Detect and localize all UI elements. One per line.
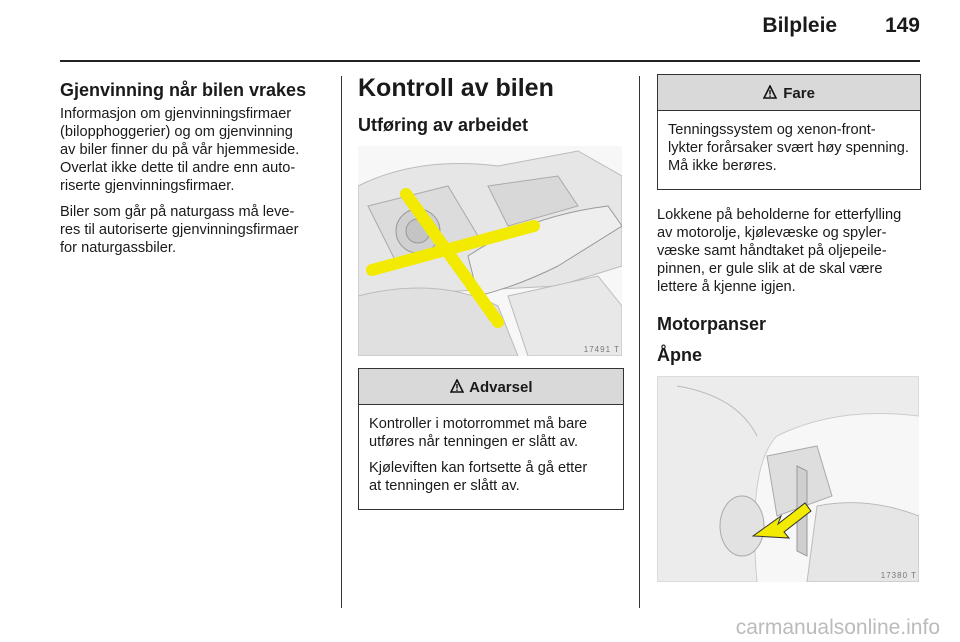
- danger-paragraph: [668, 121, 910, 175]
- hood-heading: Motorpanser: [657, 314, 767, 334]
- hood-release-illustration: [657, 376, 919, 582]
- recycling-paragraph-2: [60, 203, 330, 257]
- column-vehicle-check: [358, 74, 624, 510]
- text-line: væske samt håndtaket på oljepeile-: [657, 243, 887, 259]
- text-line: at tenningen er slått av.: [369, 478, 520, 494]
- figure-label: 17380 T: [880, 571, 917, 580]
- column-hood: [657, 74, 921, 582]
- warning-box: [358, 368, 624, 510]
- danger-box: [657, 74, 921, 190]
- recycling-paragraph-1: [60, 105, 330, 195]
- caps-paragraph: [657, 206, 921, 296]
- text-line: res til autoriserte gjenvinningsfirmaer: [60, 222, 299, 238]
- danger-title: Fare: [783, 85, 815, 102]
- text-line: Informasjon om gjenvinningsfirmaer: [60, 106, 292, 122]
- figure-label: 17491 T: [583, 345, 620, 354]
- page-number: 149: [884, 14, 920, 37]
- header-rule: [60, 60, 920, 62]
- text-line: Lokkene på beholderne for etterfylling: [657, 207, 902, 223]
- work-subtitle: Utføring av arbeidet: [358, 115, 529, 135]
- warning-body: [359, 405, 623, 509]
- warning-triangle-icon: [763, 85, 777, 99]
- text-line: Tenningssystem og xenon-front-: [668, 122, 876, 138]
- page-header: [762, 14, 920, 38]
- text-line: pinnen, er gule slik at de skal være: [657, 261, 883, 277]
- text-line: utføres når tenningen er slått av.: [369, 434, 579, 450]
- text-line: Kontroller i motorrommet må bare: [369, 416, 588, 432]
- recycling-heading: Gjenvinning når bilen vrakes: [60, 80, 307, 100]
- text-line: riserte gjenvinningsfirmaer.: [60, 178, 235, 194]
- danger-body: [658, 111, 920, 189]
- column-recycling: [60, 74, 330, 265]
- warning-title: Advarsel: [469, 379, 533, 396]
- vehicle-check-title: Kontroll av bilen: [358, 74, 554, 102]
- engine-bay-illustration: [358, 146, 622, 356]
- engine-bay-drawing: [358, 146, 622, 356]
- warning-paragraph-2: [369, 459, 613, 495]
- column-divider-left: [341, 76, 342, 608]
- watermark: carmanualsonline.info: [735, 616, 940, 639]
- section-title: Bilpleie: [762, 14, 838, 37]
- text-line: Overlat ikke dette til andre enn auto-: [60, 160, 296, 176]
- danger-header: [658, 75, 920, 111]
- text-line: (bilopphoggerier) og om gjenvinning: [60, 124, 293, 140]
- column-divider-right: [639, 76, 640, 608]
- text-line: Må ikke berøres.: [668, 158, 777, 174]
- hood-release-drawing: [657, 376, 919, 582]
- open-subheading: Åpne: [657, 345, 702, 365]
- text-line: lykter forårsaker svært høy spenning.: [668, 140, 909, 156]
- warning-paragraph-1: [369, 415, 613, 451]
- text-line: Kjøleviften kan fortsette å gå etter: [369, 460, 588, 476]
- text-line: av motorolje, kjølevæske og spyler-: [657, 225, 887, 241]
- warning-triangle-icon: [450, 379, 464, 393]
- text-line: Biler som går på naturgass må leve-: [60, 204, 295, 220]
- text-line: av biler finner du på vår hjemmeside.: [60, 142, 300, 158]
- text-line: for naturgassbiler.: [60, 240, 177, 256]
- text-line: lettere å kjenne igjen.: [657, 279, 796, 295]
- warning-header: [359, 369, 623, 405]
